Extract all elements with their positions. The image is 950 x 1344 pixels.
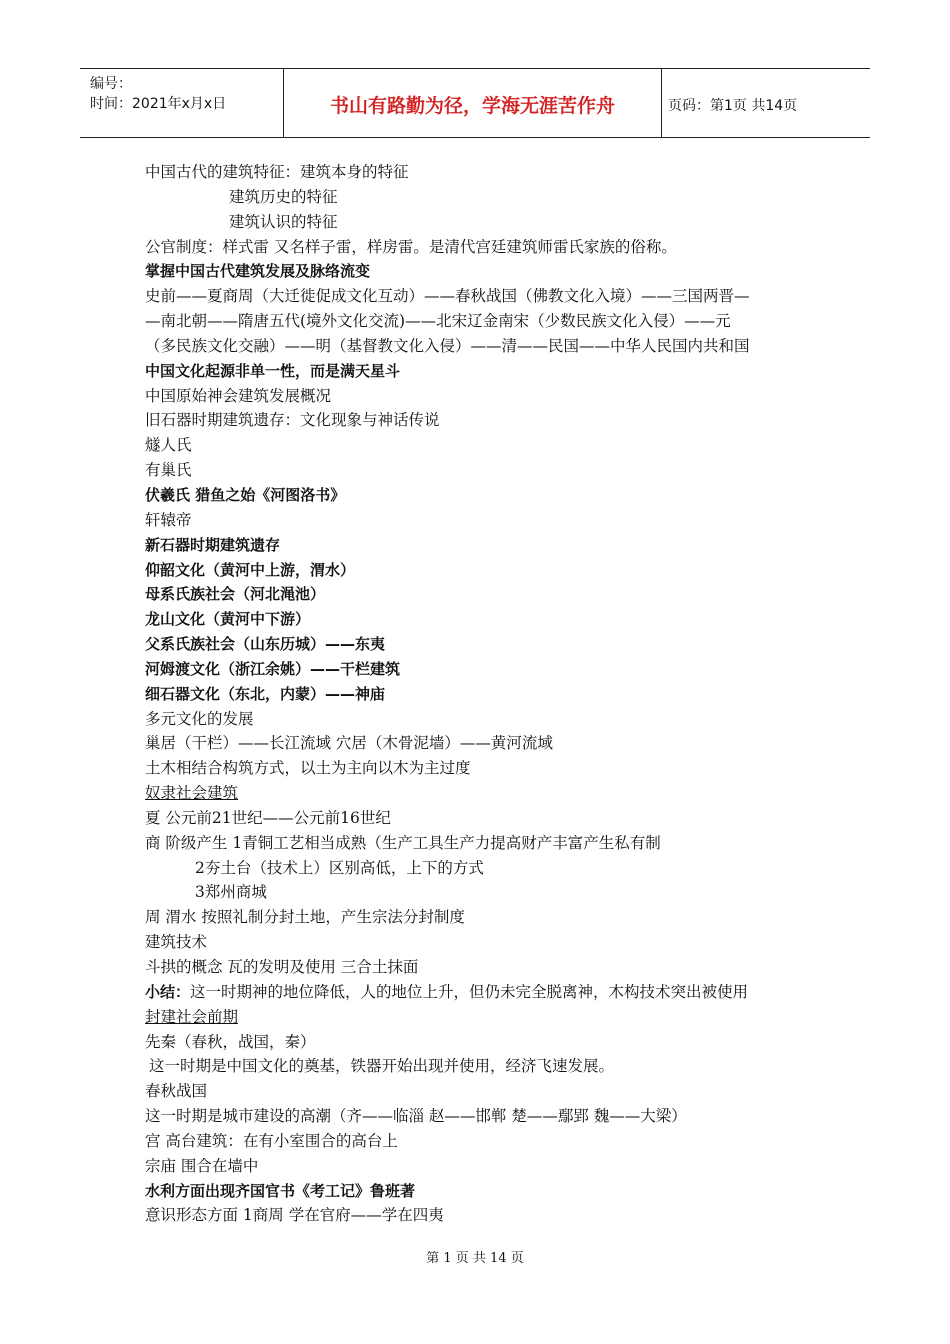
- page-header: [80, 68, 870, 138]
- text-line: 周 渭水 按照礼制分封土地，产生宗法分封制度: [145, 908, 465, 927]
- text-line: 2夯土台（技术上）区别高低，上下的方式: [195, 858, 484, 877]
- text-line: 宫 高台建筑：在有小室围合的高台上: [145, 1131, 398, 1150]
- summary-line: [145, 980, 825, 1005]
- section-heading: 仰韶文化（黄河中上游，渭水）: [145, 560, 356, 579]
- text-line: 夏 公元前21世纪——公元前16世纪: [145, 808, 391, 827]
- text-line: 多元文化的发展: [145, 709, 254, 728]
- section-heading: 掌握中国古代建筑发展及脉络流变: [145, 262, 371, 281]
- underlined-heading: 奴隶社会建筑: [145, 784, 239, 803]
- text-line: 巢居（干栏）——长江流域 穴居（木骨泥墙）——黄河流域: [145, 734, 553, 753]
- text-line: 建筑技术: [145, 933, 208, 952]
- section-heading: 父系氏族社会（山东历城）——东夷: [145, 635, 386, 654]
- header-page-number: 页码：第1页 共14页: [668, 98, 798, 114]
- section-heading: 母系氏族社会（河北渑池）: [145, 585, 326, 604]
- header-info-cell: [80, 69, 284, 137]
- section-heading: 河姆渡文化（浙江余姚）——干栏建筑: [145, 659, 401, 678]
- header-page-cell: [662, 69, 870, 137]
- document-body: [145, 160, 825, 1228]
- summary-text: 这一时期神的地位降低，人的地位上升，但仍未完全脱离神，木构技术突出被使用: [190, 982, 749, 1001]
- text-line: 中国古代的建筑特征：建筑本身的特征: [145, 163, 409, 181]
- text-line: 建筑历史的特征: [229, 187, 338, 206]
- section-heading: 伏羲氏 猎鱼之始《河图洛书》: [145, 485, 346, 504]
- text-line: 土木相结合构筑方式，以土为主向以木为主过度: [145, 759, 471, 778]
- text-line: 轩辕帝: [145, 510, 192, 529]
- motto-text: 书山有路勤为径，学海无涯苦作舟: [329, 95, 615, 117]
- text-line: 斗拱的概念 瓦的发明及使用 三合土抹面: [145, 958, 419, 976]
- text-line: 有巢氏: [145, 461, 192, 480]
- text-line: —南北朝——隋唐五代(境外文化交流)——北宋辽金南宋（少数民族文化入侵）——元: [145, 312, 731, 331]
- section-heading: 中国文化起源非单一性，而是满天星斗: [145, 361, 401, 380]
- section-heading: 新石器时期建筑遗存: [145, 535, 281, 554]
- text-line: 宗庙 围合在墙中: [145, 1156, 259, 1175]
- doc-number-label: 编号：: [90, 76, 132, 92]
- text-line: 公官制度：样式雷 又名样子雷，样房雷。是清代宫廷建筑师雷氏家族的俗称。: [145, 237, 677, 256]
- text-line: 中国原始神会建筑发展概况: [145, 386, 332, 405]
- header-motto-cell: [284, 69, 662, 137]
- section-heading: 龙山文化（黄河中下游）: [145, 610, 311, 629]
- text-line: 春秋战国: [145, 1082, 208, 1101]
- text-line: 旧石器时期建筑遗存：文化现象与神话传说: [145, 411, 440, 430]
- section-heading: 水利方面出现齐国官书《考工记》鲁班著: [145, 1181, 416, 1200]
- section-heading: 细石器文化（东北，内蒙）——神庙: [145, 684, 386, 703]
- text-line: （多民族文化交融）——明（基督教文化入侵）——清——民国——中华人民国内共和国: [145, 336, 750, 355]
- text-line: 燧人氏: [145, 436, 192, 455]
- text-line: 意识形态方面 1商周 学在官府——学在四夷: [145, 1206, 444, 1225]
- text-line: 先秦（春秋，战国，秦）: [145, 1032, 316, 1051]
- underlined-heading: 封建社会前期: [145, 1007, 239, 1026]
- text-line: 建筑认识的特征: [229, 212, 338, 231]
- text-line: 这一时期是中国文化的奠基，铁器开始出现并使用，经济飞速发展。: [149, 1057, 615, 1076]
- text-line: 史前——夏商周（大迁徙促成文化互动）——春秋战国（佛教文化入境）——三国两晋—: [145, 287, 750, 306]
- summary-label: 小结：: [145, 982, 191, 1001]
- text-line: 3郑州商城: [195, 883, 267, 902]
- doc-time-label: 时间：2021年x月x日: [90, 96, 227, 112]
- page-footer: 第 1 页 共 14 页: [426, 1251, 524, 1266]
- text-line: 这一时期是城市建设的高潮（齐——临淄 赵——邯郸 楚——鄢郢 魏——大梁）: [145, 1107, 687, 1126]
- text-line: 商 阶级产生 1青铜工艺相当成熟（生产工具生产力提高财产丰富产生私有制: [145, 833, 661, 852]
